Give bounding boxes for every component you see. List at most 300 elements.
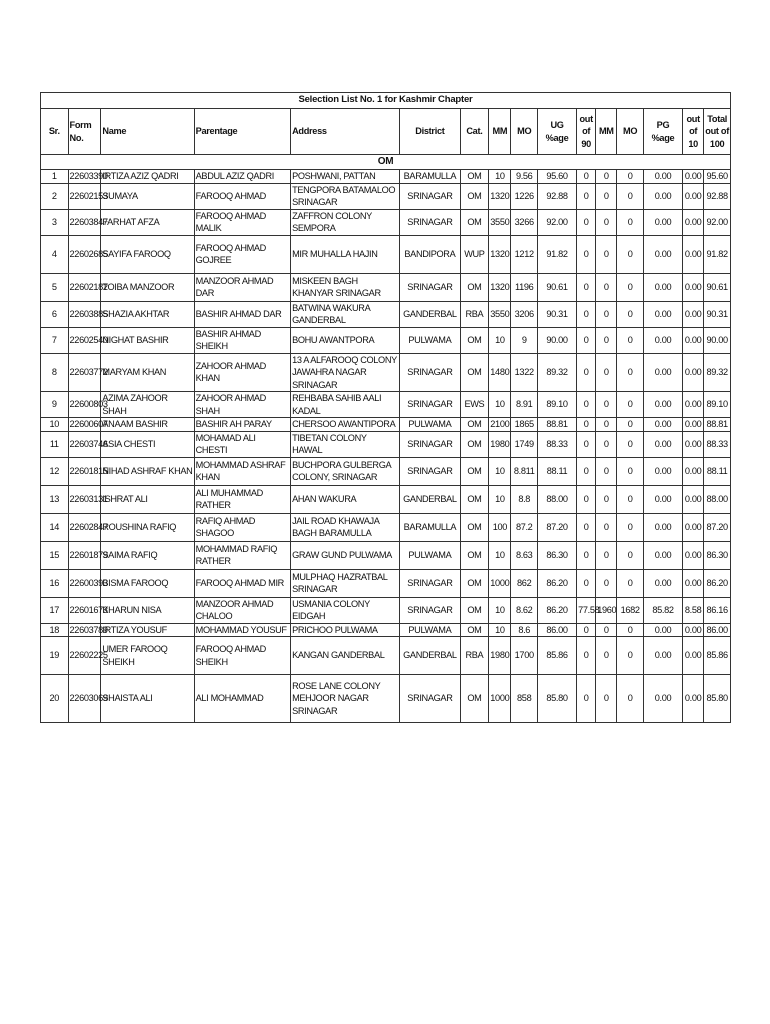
table-row <box>41 623 731 637</box>
row-ug-percent: 90.31 <box>537 301 576 327</box>
row-pg-mm: 0 <box>596 569 617 597</box>
row-ug-percent: 86.20 <box>537 569 576 597</box>
row-address: GRAW GUND PULWAMA <box>291 541 400 569</box>
row-name: UMER FAROOQ SHEIKH <box>101 637 194 675</box>
row-ug-percent: 89.32 <box>537 353 576 392</box>
row-address: ZAFFRON COLONY SEMPORA <box>291 209 400 235</box>
row-pg-mm: 0 <box>596 209 617 235</box>
row-parentage: ALI MOHAMMAD <box>194 675 290 723</box>
row-pg-mo: 0 <box>617 513 643 541</box>
row-form-no: 22603069 <box>68 675 101 723</box>
row-mm: 1320 <box>489 235 511 273</box>
row-ug-percent: 91.82 <box>537 235 576 273</box>
row-mo: 8.811 <box>511 457 537 485</box>
row-out-of-10: 0.00 <box>683 623 704 637</box>
row-pg-mo: 0 <box>617 327 643 353</box>
row-pg-percent: 0.00 <box>643 183 682 209</box>
row-sr: 12 <box>41 457 69 485</box>
row-mo: 8.91 <box>511 392 537 418</box>
row-mm: 3550 <box>489 301 511 327</box>
row-pg-mm: 0 <box>596 541 617 569</box>
row-mm: 1320 <box>489 183 511 209</box>
row-mo: 1749 <box>511 431 537 457</box>
row-form-no: 22600803 <box>68 392 101 418</box>
row-pg-mm: 0 <box>596 327 617 353</box>
row-total: 95.60 <box>704 170 731 184</box>
row-parentage: FAROOQ AHMAD <box>194 183 290 209</box>
row-address: PRICHOO PULWAMA <box>291 623 400 637</box>
row-parentage: FAROOQ AHMAD SHEIKH <box>194 637 290 675</box>
row-name: IRTIZA AZIZ QADRI <box>101 170 194 184</box>
row-parentage: FAROOQ AHMAD MALIK <box>194 209 290 235</box>
row-pg-percent: 0.00 <box>643 637 682 675</box>
row-name: ANAAM BASHIR <box>101 418 194 432</box>
row-pg-mo: 0 <box>617 569 643 597</box>
row-pg-percent: 0.00 <box>643 485 682 513</box>
col-header-cat: Cat. <box>460 109 489 155</box>
row-parentage: ZAHOOR AHMAD KHAN <box>194 353 290 392</box>
table-row <box>41 353 731 392</box>
row-ug-percent: 88.81 <box>537 418 576 432</box>
row-parentage: MOHAMMAD RAFIQ RATHER <box>194 541 290 569</box>
row-out-of-90: 0 <box>577 675 596 723</box>
row-sr: 9 <box>41 392 69 418</box>
row-mo: 8.63 <box>511 541 537 569</box>
row-form-no: 22603390 <box>69 171 108 181</box>
row-out-of-90: 0 <box>577 457 596 485</box>
row-mo: 1322 <box>511 353 537 392</box>
row-parentage: RAFIQ AHMAD SHAGOO <box>194 513 290 541</box>
row-form-no: 22603885 <box>68 301 101 327</box>
row-form-no: 22603789 <box>69 624 108 635</box>
row-address: MULPHAQ HAZRATBAL SRINAGAR <box>291 569 400 597</box>
row-form-no: 22603772 <box>68 353 101 392</box>
row-pg-mo: 0 <box>617 623 643 637</box>
row-sr: 19 <box>41 637 69 675</box>
row-pg-mm: 0 <box>596 273 617 301</box>
row-out-of-90: 0 <box>577 569 596 597</box>
table-row <box>41 273 731 301</box>
row-pg-mm: 0 <box>596 235 617 273</box>
row-address: POSHWANI, PATTAN <box>291 170 400 184</box>
row-pg-mm: 0 <box>596 301 617 327</box>
row-district: SRINAGAR <box>400 183 460 209</box>
row-mo: 3206 <box>511 301 537 327</box>
row-out-of-10: 0.00 <box>683 301 704 327</box>
row-name: KHARUN NISA <box>101 597 194 623</box>
row-district: PULWAMA <box>400 541 460 569</box>
row-parentage: BASHIR AH PARAY <box>194 418 290 432</box>
row-form-no: 22600607 <box>69 419 108 429</box>
row-pg-mo: 0 <box>617 485 643 513</box>
category-group-label: OM <box>41 155 731 170</box>
row-total: 91.82 <box>704 235 731 273</box>
row-sr: 4 <box>41 235 69 273</box>
row-total: 87.20 <box>704 513 731 541</box>
row-total: 88.00 <box>704 485 731 513</box>
row-pg-percent: 0.00 <box>643 623 682 637</box>
row-mm: 3550 <box>489 209 511 235</box>
row-pg-mm: 0 <box>596 392 617 418</box>
row-sr: 13 <box>41 485 69 513</box>
row-ug-percent: 88.00 <box>537 485 576 513</box>
row-pg-mo: 0 <box>617 353 643 392</box>
row-pg-mo: 0 <box>617 541 643 569</box>
row-address: REHBABA SAHIB AALI KADAL <box>291 392 400 418</box>
row-cat: OM <box>460 457 489 485</box>
row-total: 86.20 <box>704 569 731 597</box>
row-cat: OM <box>460 273 489 301</box>
row-pg-mo: 0 <box>617 209 643 235</box>
row-district: SRINAGAR <box>400 209 460 235</box>
row-cat: OM <box>460 513 489 541</box>
row-out-of-10: 0.00 <box>683 431 704 457</box>
row-out-of-90: 0 <box>577 209 596 235</box>
row-ug-percent: 88.11 <box>537 457 576 485</box>
row-ug-percent: 90.61 <box>537 273 576 301</box>
table-row <box>41 327 731 353</box>
row-sr: 6 <box>41 301 69 327</box>
row-out-of-90: 0 <box>577 235 596 273</box>
row-out-of-10: 0.00 <box>683 392 704 418</box>
row-name: ISHRAT ALI <box>101 485 194 513</box>
row-cat: OM <box>460 209 489 235</box>
row-cat: OM <box>460 327 489 353</box>
row-mm: 10 <box>489 327 511 353</box>
row-sr: 18 <box>41 623 69 637</box>
row-parentage: ABDUL AZIZ QADRI <box>194 170 290 184</box>
row-name: SHAZIA AKHTAR <box>101 301 194 327</box>
row-parentage: ALI MUHAMMAD RATHER <box>194 485 290 513</box>
row-address: USMANIA COLONY EIDGAH <box>291 597 400 623</box>
row-pg-percent: 0.00 <box>643 392 682 418</box>
row-mo: 858 <box>511 675 537 723</box>
row-parentage: MOHAMMAD YOUSUF <box>194 623 290 637</box>
row-district: SRINAGAR <box>400 273 460 301</box>
col-header-district: District <box>400 109 460 155</box>
row-mm: 10 <box>489 485 511 513</box>
row-ug-percent: 92.88 <box>537 183 576 209</box>
row-pg-percent: 85.82 <box>643 597 682 623</box>
row-out-of-10: 8.58 <box>683 597 704 623</box>
row-mm: 1000 <box>489 675 511 723</box>
row-district: SRINAGAR <box>400 431 460 457</box>
row-name: AZIMA ZAHOOR SHAH <box>101 392 194 418</box>
row-pg-mm: 0 <box>596 623 617 637</box>
selection-table <box>40 92 731 723</box>
row-district: BANDIPORA <box>400 235 460 273</box>
row-mo: 9 <box>511 327 537 353</box>
row-out-of-90: 0 <box>577 183 596 209</box>
col-header-address: Address <box>291 109 400 155</box>
row-mm: 1980 <box>489 431 511 457</box>
row-form-no: 22601879 <box>68 541 101 569</box>
row-out-of-10: 0.00 <box>683 513 704 541</box>
row-out-of-10: 0.00 <box>683 353 704 392</box>
row-mm: 10 <box>489 392 511 418</box>
row-pg-mm: 1960 <box>596 597 617 623</box>
row-district: PULWAMA <box>400 418 460 432</box>
row-total: 85.80 <box>704 675 731 723</box>
table-row <box>41 597 731 623</box>
row-out-of-90: 0 <box>577 541 596 569</box>
row-ug-percent: 90.00 <box>537 327 576 353</box>
row-district: PULWAMA <box>400 327 460 353</box>
row-mo: 862 <box>511 569 537 597</box>
row-form-no: 22602182 <box>68 273 101 301</box>
row-out-of-10: 0.00 <box>683 183 704 209</box>
row-out-of-10: 0.00 <box>683 541 704 569</box>
col-header-out-of-10: out of 10 <box>683 109 704 155</box>
row-out-of-90: 0 <box>577 327 596 353</box>
row-mm: 10 <box>489 457 511 485</box>
row-form-no: 22603746 <box>68 431 101 457</box>
row-total: 88.11 <box>704 457 731 485</box>
row-sr: 1 <box>41 170 69 184</box>
row-out-of-90: 0 <box>577 418 596 432</box>
row-name: TOIBA MANZOOR <box>101 273 194 301</box>
row-name: BISMA FAROOQ <box>101 569 194 597</box>
row-name: NIHAD ASHRAF KHAN <box>101 457 194 485</box>
col-header-out-of-90: out of 90 <box>577 109 596 155</box>
row-pg-percent: 0.00 <box>643 418 682 432</box>
row-cat: OM <box>460 183 489 209</box>
table-row <box>41 541 731 569</box>
row-address: MISKEEN BAGH KHANYAR SRINAGAR <box>291 273 400 301</box>
row-mm: 10 <box>489 170 511 184</box>
row-sr: 5 <box>41 273 69 301</box>
row-pg-mo: 0 <box>617 457 643 485</box>
row-address: BATWINA WAKURA GANDERBAL <box>291 301 400 327</box>
row-mo: 87.2 <box>511 513 537 541</box>
row-address: TIBETAN COLONY HAWAL <box>291 431 400 457</box>
row-pg-percent: 0.00 <box>643 541 682 569</box>
row-district: BARAMULLA <box>400 170 460 184</box>
row-ug-percent: 89.10 <box>537 392 576 418</box>
table-row <box>41 457 731 485</box>
row-total: 92.00 <box>704 209 731 235</box>
row-pg-percent: 0.00 <box>643 431 682 457</box>
row-form-no: 22603131 <box>68 485 101 513</box>
col-header-total: Total out of 100 <box>704 109 731 155</box>
row-form-no: 22602225 <box>68 637 101 675</box>
table-row <box>41 209 731 235</box>
row-form-no: 22601815 <box>68 457 101 485</box>
row-address: KANGAN GANDERBAL <box>291 637 400 675</box>
row-cat: OM <box>460 418 489 432</box>
row-sr: 17 <box>41 597 69 623</box>
row-cat: OM <box>460 485 489 513</box>
row-pg-mo: 0 <box>617 392 643 418</box>
row-total: 89.10 <box>704 392 731 418</box>
table-row <box>41 569 731 597</box>
row-mo: 8.62 <box>511 597 537 623</box>
row-address: MIR MUHALLA HAJIN <box>291 235 400 273</box>
row-name: ROUSHINA RAFIQ <box>101 513 194 541</box>
selection-list-sheet <box>40 92 731 723</box>
row-pg-mo: 0 <box>617 418 643 432</box>
row-parentage: BASHIR AHMAD SHEIKH <box>194 327 290 353</box>
row-mm: 1480 <box>489 353 511 392</box>
row-sr: 16 <box>41 569 69 597</box>
row-form-no: 22602685 <box>68 235 101 273</box>
row-ug-percent: 92.00 <box>537 209 576 235</box>
row-out-of-10: 0.00 <box>683 675 704 723</box>
row-total: 90.61 <box>704 273 731 301</box>
row-cat: OM <box>460 353 489 392</box>
row-out-of-90: 0 <box>577 301 596 327</box>
page-title: Selection List No. 1 for Kashmir Chapter <box>41 93 731 109</box>
row-mm: 2100 <box>490 419 510 429</box>
table-row <box>41 431 731 457</box>
row-parentage: ZAHOOR AHMAD SHAH <box>194 392 290 418</box>
row-mo: 8.8 <box>511 485 537 513</box>
row-mm: 100 <box>489 513 511 541</box>
row-total: 86.00 <box>704 623 731 637</box>
col-header-parentage: Parentage <box>194 109 290 155</box>
row-district: GANDERBAL <box>400 637 460 675</box>
row-mm: 1980 <box>489 637 511 675</box>
row-name: FARHAT AFZA <box>101 209 194 235</box>
row-out-of-10: 0.00 <box>683 273 704 301</box>
row-name: SAYIFA FAROOQ <box>101 235 194 273</box>
row-name: IRTIZA YOUSUF <box>101 623 194 637</box>
row-mo: 1212 <box>511 235 537 273</box>
row-ug-percent: 86.30 <box>537 541 576 569</box>
row-out-of-10: 0.00 <box>683 209 704 235</box>
row-address: TENGPORA BATAMALOO SRINAGAR <box>291 183 400 209</box>
row-pg-percent: 0.00 <box>643 353 682 392</box>
row-mo: 8.6 <box>511 623 537 637</box>
row-out-of-90: 0 <box>577 353 596 392</box>
row-out-of-90: 0 <box>577 623 596 637</box>
row-parentage: BASHIR AHMAD DAR <box>194 301 290 327</box>
col-header-mm2: MM <box>596 109 617 155</box>
row-district: GANDERBAL <box>400 485 460 513</box>
col-header-pg: PG %age <box>643 109 682 155</box>
row-name: SAIMA RAFIQ <box>101 541 194 569</box>
row-mm: 10 <box>489 623 511 637</box>
row-pg-mm: 0 <box>596 183 617 209</box>
row-out-of-10: 0.00 <box>683 418 704 432</box>
row-address: BUCHPORA GULBERGA COLONY, SRINAGAR <box>291 457 400 485</box>
row-mo: 3266 <box>511 209 537 235</box>
row-name: NIGHAT BASHIR <box>101 327 194 353</box>
row-district: PULWAMA <box>400 623 460 637</box>
row-pg-mm: 0 <box>596 675 617 723</box>
row-ug-percent: 85.80 <box>537 675 576 723</box>
row-pg-percent: 0.00 <box>643 235 682 273</box>
row-cat: OM <box>460 597 489 623</box>
row-sr: 15 <box>41 541 69 569</box>
row-pg-percent: 0.00 <box>643 301 682 327</box>
row-pg-mo: 0 <box>617 235 643 273</box>
row-out-of-90: 0 <box>577 392 596 418</box>
row-ug-percent: 87.20 <box>537 513 576 541</box>
row-pg-percent: 0.00 <box>643 457 682 485</box>
row-pg-percent: 0.00 <box>643 170 682 184</box>
row-out-of-90: 0 <box>577 170 596 184</box>
row-pg-mo: 0 <box>617 301 643 327</box>
table-row <box>41 301 731 327</box>
row-address: BOHU AWANTPORA <box>291 327 400 353</box>
row-cat: OM <box>460 170 489 184</box>
row-total: 88.33 <box>704 431 731 457</box>
row-cat: OM <box>460 431 489 457</box>
row-out-of-90: 0 <box>577 431 596 457</box>
row-parentage: FAROOQ AHMAD GOJREE <box>194 235 290 273</box>
col-header-form-no: Form No. <box>68 109 101 155</box>
row-sr: 2 <box>41 183 69 209</box>
row-pg-mo: 0 <box>617 170 643 184</box>
row-form-no: 22602540 <box>68 327 101 353</box>
row-mo: 9.56 <box>511 170 537 184</box>
row-pg-mo: 0 <box>617 675 643 723</box>
row-address: 13 A ALFAROOQ COLONY JAWAHRA NAGAR SRINAGAR <box>291 353 400 392</box>
row-total: 89.32 <box>704 353 731 392</box>
row-out-of-90: 77.58 <box>577 597 596 623</box>
row-form-no: 22601673 <box>68 597 101 623</box>
row-cat: RBA <box>460 637 489 675</box>
row-sr: 11 <box>41 431 69 457</box>
row-cat: OM <box>460 541 489 569</box>
row-cat: OM <box>460 569 489 597</box>
table-row <box>41 392 731 418</box>
row-mm: 10 <box>489 597 511 623</box>
row-pg-percent: 0.00 <box>643 209 682 235</box>
row-ug-percent: 88.33 <box>537 431 576 457</box>
row-name: ASIA CHESTI <box>101 431 194 457</box>
row-mo: 1226 <box>511 183 537 209</box>
row-sr: 8 <box>41 353 69 392</box>
row-pg-mo: 0 <box>617 183 643 209</box>
row-total: 92.88 <box>704 183 731 209</box>
row-total: 86.30 <box>704 541 731 569</box>
row-address: AHAN WAKURA <box>291 485 400 513</box>
row-address: JAIL ROAD KHAWAJA BAGH BARAMULLA <box>291 513 400 541</box>
row-name: MARYAM KHAN <box>101 353 194 392</box>
row-out-of-10: 0.00 <box>683 457 704 485</box>
col-header-mo2: MO <box>617 109 643 155</box>
row-pg-mo: 1682 <box>617 597 643 623</box>
table-row <box>41 513 731 541</box>
row-pg-mm: 0 <box>596 457 617 485</box>
row-district: BARAMULLA <box>400 513 460 541</box>
row-total: 90.00 <box>704 327 731 353</box>
row-cat: EWS <box>460 392 489 418</box>
row-district: SRINAGAR <box>400 675 460 723</box>
row-pg-percent: 0.00 <box>643 675 682 723</box>
row-district: SRINAGAR <box>400 569 460 597</box>
row-pg-mm: 0 <box>596 637 617 675</box>
row-pg-mm: 0 <box>596 170 617 184</box>
row-out-of-10: 0.00 <box>683 569 704 597</box>
row-pg-percent: 0.00 <box>643 569 682 597</box>
row-district: SRINAGAR <box>400 353 460 392</box>
row-out-of-10: 0.00 <box>683 235 704 273</box>
row-name: SHAISTA ALI <box>101 675 194 723</box>
row-form-no: 22600393 <box>68 569 101 597</box>
row-pg-mo: 0 <box>617 637 643 675</box>
row-out-of-90: 0 <box>577 637 596 675</box>
row-address: CHERSOO AWANTIPORA <box>291 418 400 432</box>
row-total: 85.86 <box>704 637 731 675</box>
row-pg-percent: 0.00 <box>643 327 682 353</box>
row-parentage: FAROOQ AHMAD MIR <box>194 569 290 597</box>
row-sr: 7 <box>41 327 69 353</box>
col-header-mm: MM <box>489 109 511 155</box>
row-ug-percent: 86.00 <box>537 623 576 637</box>
